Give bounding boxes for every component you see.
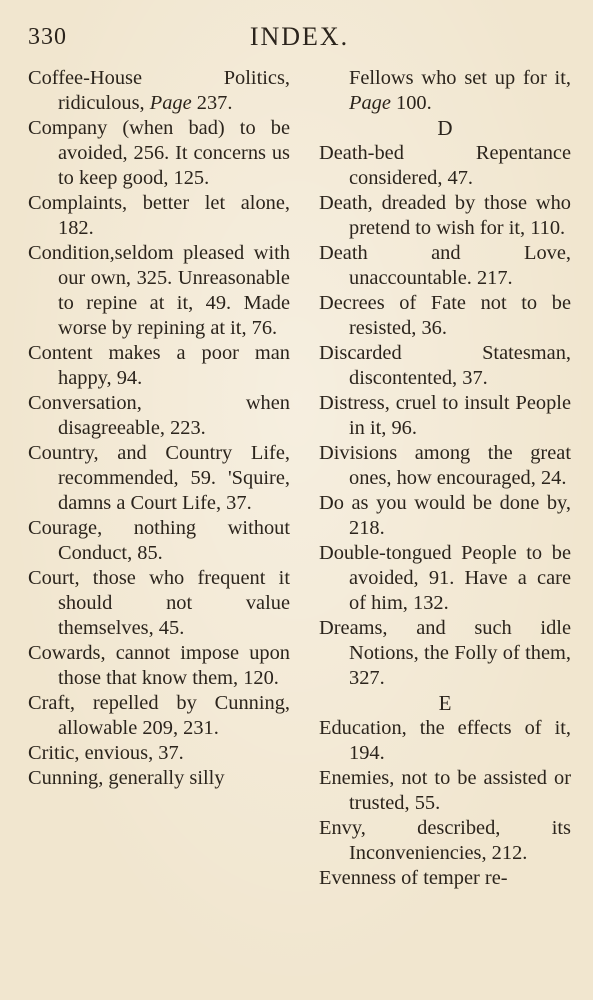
index-entry: Conversation, when disagreeable, 223. bbox=[28, 392, 290, 439]
page-number: 330 bbox=[28, 24, 67, 50]
entry-text: Coffee-House Politics, ridiculous, bbox=[28, 67, 290, 114]
index-entry: Cunning, generally silly bbox=[28, 767, 225, 789]
entry-page-ref: 100. bbox=[390, 92, 432, 114]
index-entry: Company (when bad) to be avoided, 256. It concerns us to keep good, 125. bbox=[28, 117, 290, 189]
index-entry: Courage, nothing without Conduct, 85. bbox=[28, 517, 290, 564]
index-columns bbox=[28, 66, 571, 891]
index-entry: Death-bed Repentance considered, 47. bbox=[319, 142, 571, 189]
index-entry: Decrees of Fate not to be resisted, 36. bbox=[319, 292, 571, 339]
index-entry: Craft, repelled by Cunning, allowable 209, 231. bbox=[28, 692, 290, 739]
index-entry: Education, the effects of it, 194. bbox=[319, 717, 571, 764]
section-letter: E bbox=[438, 691, 452, 715]
index-entry: Double-tongued People to be avoided, 91. Have a care of him, 132. bbox=[319, 542, 571, 614]
index-entry: Divisions among the great ones, how encouraged, 24. bbox=[319, 442, 571, 489]
index-entry: Distress, cruel to insult People in it, 96. bbox=[319, 392, 571, 439]
index-entry: Enemies, not to be assisted or trusted, 55. bbox=[319, 767, 571, 814]
index-column-left bbox=[28, 66, 290, 891]
entry-page-ref: 237. bbox=[191, 92, 233, 114]
running-head: INDEX. bbox=[249, 22, 350, 51]
section-letter: D bbox=[437, 116, 453, 140]
index-entry: Death, dreaded by those who pretend to wish for it, 110. bbox=[319, 192, 571, 239]
index-entry: Discarded Statesman, discontented, 37. bbox=[319, 342, 571, 389]
index-entry: Dreams, and such idle Notions, the Folly of them, 327. bbox=[319, 617, 571, 689]
page-label: Page bbox=[149, 92, 192, 114]
index-entry: Content makes a poor man happy, 94. bbox=[28, 342, 290, 389]
index-entry bbox=[28, 66, 290, 116]
page-label: Page bbox=[349, 92, 391, 114]
index-entry: Court, those who frequent it should not value themselves, 45. bbox=[28, 567, 290, 639]
index-entry: Do as you would be done by, 218. bbox=[319, 492, 571, 539]
index-entry: Condition,seldom pleased with our own, 325. Unreasonable to repine at it, 49. Made worse by repining at it, 76. bbox=[28, 242, 290, 339]
index-entry: Envy, described, its Inconveniencies, 212. bbox=[319, 817, 571, 864]
index-column-right bbox=[319, 66, 571, 891]
index-entry: Critic, envious, 37. bbox=[28, 742, 184, 764]
index-entry: Death and Love, unaccountable. 217. bbox=[319, 242, 571, 289]
index-entry-continuation bbox=[319, 66, 571, 116]
index-entry: Cowards, cannot impose upon those that know them, 120. bbox=[28, 642, 290, 689]
entry-text: Fellows who set up for it, bbox=[349, 67, 571, 89]
page-header bbox=[28, 20, 571, 66]
index-entry: Evenness of temper re- bbox=[319, 867, 508, 889]
index-entry: Country, and Country Life, recommended, 59. 'Squire, damns a Court Life, 37. bbox=[28, 442, 290, 514]
index-entry: Complaints, better let alone, 182. bbox=[28, 192, 290, 239]
